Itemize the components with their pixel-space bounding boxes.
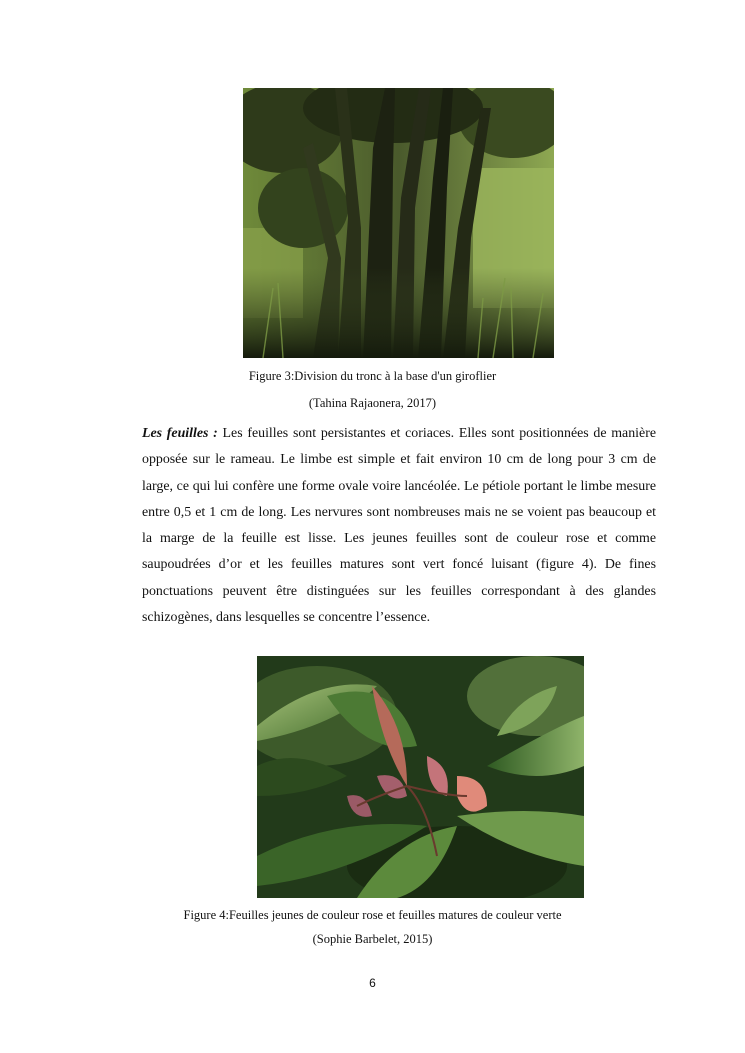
figure-3-caption: Figure 3:Division du tronc à la base d'un giroflier [248, 369, 497, 383]
figure-4-caption: Figure 4:Feuilles jeunes de couleur rose et feuilles matures de couleur verte [183, 908, 562, 922]
figure-3-source: (Tahina Rajaonera, 2017) [308, 396, 437, 410]
paragraph-text: Les feuilles sont persistantes et coriaces. Elles sont positionnées de manière opposée sur le rameau. Le limbe est simple et fait environ 10 cm de long pour 3 cm de large, ce qui lui confère une forme ovale voire lancéolée. Le pétiole portant le limbe mesure entre 0,5 et 1 cm de long. Les nervures sont nombreuses mais ne se voient pas beaucoup et la marge de la feuille est lisse. Les jeunes feuilles sont de couleur rose et comme saupoudrées d’or et les feuilles matures sont vert foncé luisant (figure 4). De fines ponctuations peuvent être distinguées sur les feuilles correspondant à des glandes schizogènes, dans lesquelles se concentre l’essence. [142, 426, 656, 626]
leaves-paragraph [142, 421, 656, 631]
page-number: 6 [369, 976, 376, 990]
figure-3-photo [243, 88, 554, 358]
paragraph-lead: Les feuilles : [142, 426, 218, 441]
figure-4-source: (Sophie Barbelet, 2015) [312, 932, 433, 946]
figure-4-photo [257, 656, 584, 898]
